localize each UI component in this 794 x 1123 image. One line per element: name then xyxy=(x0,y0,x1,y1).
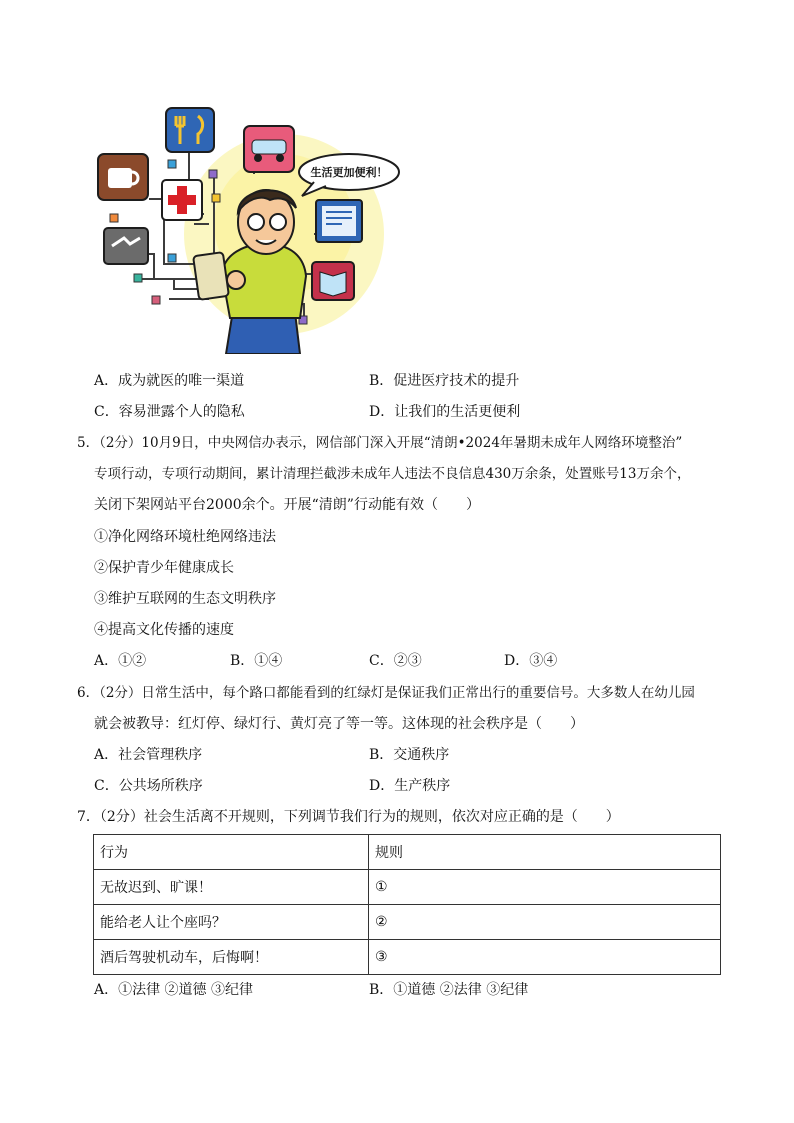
handshake-icon xyxy=(104,228,148,264)
q6-stem-line-1: 6．（2分）日常生活中，每个路口都能看到的红绿灯是保证我们正常出行的重要信号。大多数人在幼儿园 xyxy=(77,685,695,701)
speech-bubble xyxy=(299,154,399,196)
q5-stem-line-1: 5．（2分）10月9日，中央网信办表示，网信部门深入开展“清朗•2024年暑期未成年人网络环境整治” xyxy=(77,435,683,451)
table-cell-behavior: 无故迟到、旷课！ xyxy=(94,870,369,905)
table-header-behavior: 行为 xyxy=(94,835,369,870)
table-header-row xyxy=(94,835,721,870)
q7-stem: 7．（2分）社会生活离不开规则，下列调节我们行为的规则，依次对应正确的是（ ） xyxy=(77,809,620,825)
book-icon xyxy=(312,262,354,300)
life-convenience-illustration xyxy=(94,104,402,354)
table-cell-rule: ② xyxy=(369,905,721,940)
q4-option-b[interactable]: B．促进医疗技术的提升 xyxy=(369,373,520,389)
food-icon xyxy=(166,108,214,152)
coffee-icon xyxy=(98,154,148,200)
q4-option-d[interactable]: D．让我们的生活更便利 xyxy=(369,404,521,420)
q5-option-a[interactable]: A．①② xyxy=(94,653,147,669)
table-cell-behavior: 能给老人让个座吗？ xyxy=(94,905,369,940)
q6-option-a[interactable]: A．社会管理秩序 xyxy=(94,747,203,763)
table-row xyxy=(94,905,721,940)
q5-item-4: ④提高文化传播的速度 xyxy=(94,622,234,638)
table-cell-rule: ③ xyxy=(369,940,721,975)
q7-rules-table xyxy=(93,834,721,975)
q7-option-a[interactable]: A．①法律 ②道德 ③纪律 xyxy=(94,982,254,998)
q4-option-c[interactable]: C．容易泄露个人的隐私 xyxy=(94,404,245,420)
q5-stem-line-3: 关闭下架网站平台2000余个。开展“清朗”行动能有效（ ） xyxy=(94,497,480,513)
medical-cross-icon xyxy=(162,180,202,220)
q6-stem-line-2: 就会被教导：红灯停、绿灯行、黄灯亮了等一等。这体现的社会秩序是（ ） xyxy=(94,716,584,732)
news-icon xyxy=(316,200,362,242)
q5-option-c[interactable]: C．②③ xyxy=(369,653,422,669)
q4-option-a[interactable]: A．成为就医的唯一渠道 xyxy=(94,373,245,389)
q6-option-d[interactable]: D．生产秩序 xyxy=(369,778,451,794)
q5-option-d[interactable]: D．③④ xyxy=(504,653,558,669)
q7-option-b[interactable]: B．①道德 ②法律 ③纪律 xyxy=(369,982,529,998)
speech-bubble-text: 生活更加便利！ xyxy=(310,166,388,179)
q5-stem-line-2: 专项行动，专项行动期间，累计清理拦截涉未成年人违法不良信息430万余条，处置账号13万余个， xyxy=(94,466,691,482)
table-row xyxy=(94,870,721,905)
car-icon xyxy=(244,126,294,172)
table-row xyxy=(94,940,721,975)
q5-item-3: ③维护互联网的生态文明秩序 xyxy=(94,591,276,607)
q6-option-b[interactable]: B．交通秩序 xyxy=(369,747,450,763)
table-header-rule: 规则 xyxy=(369,835,721,870)
q5-item-1: ①净化网络环境杜绝网络违法 xyxy=(94,529,276,545)
table-cell-behavior: 酒后驾驶机动车，后悔啊！ xyxy=(94,940,369,975)
table-cell-rule: ① xyxy=(369,870,721,905)
q5-option-b[interactable]: B．①④ xyxy=(230,653,283,669)
q5-item-2: ②保护青少年健康成长 xyxy=(94,560,234,576)
q6-option-c[interactable]: C．公共场所秩序 xyxy=(94,778,203,794)
